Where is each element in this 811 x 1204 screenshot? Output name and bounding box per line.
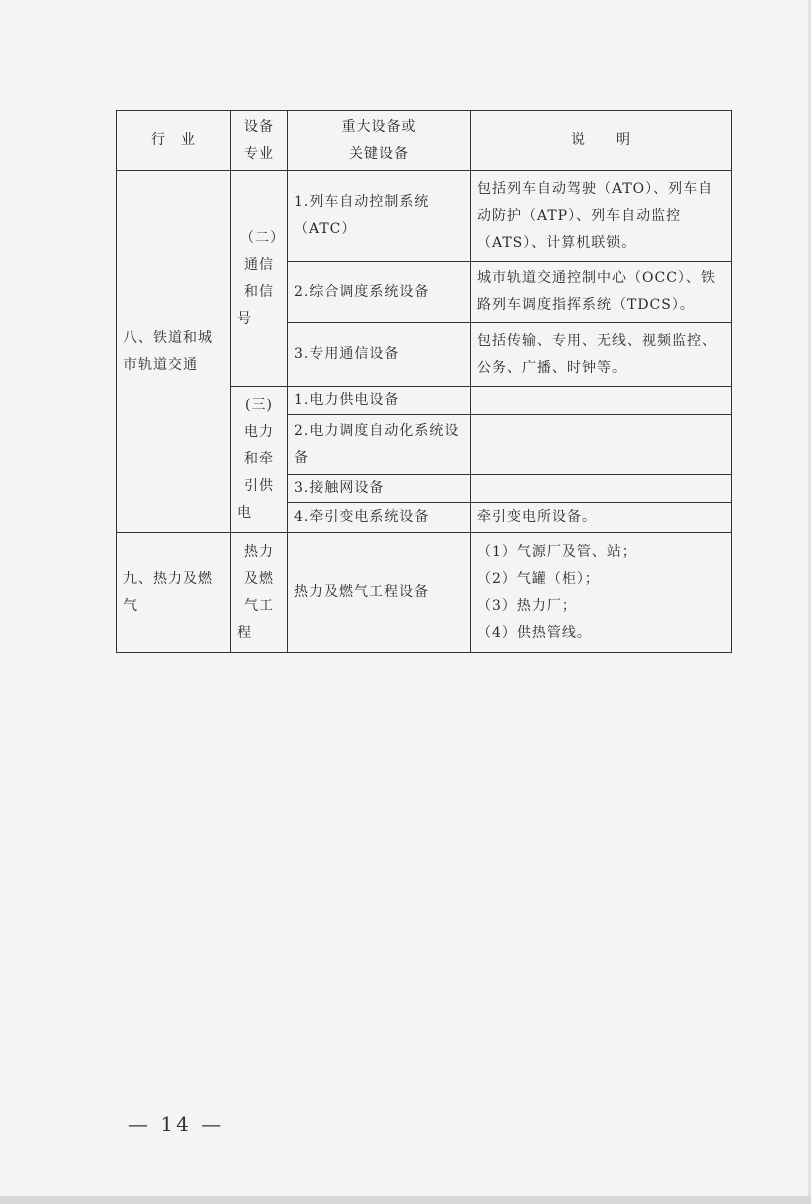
header-equipment-line2: 关键设备 [349, 145, 409, 162]
header-equipment [288, 111, 471, 171]
equipment-cell: 1.列车自动控制系统（ATC） [288, 171, 471, 262]
equipment-cell: 4.牵引变电系统设备 [288, 503, 471, 533]
note-cell: 城市轨道交通控制中心（OCC）、铁路列车调度指挥系统（TDCS）。 [471, 262, 732, 323]
note-cell [471, 387, 732, 415]
equipment-table [116, 110, 732, 653]
specialty-cell: 热力及燃气工程 [231, 533, 288, 653]
header-specialty [231, 111, 288, 171]
industry-cell: 八、铁道和城市轨道交通 [117, 171, 231, 533]
table-row [117, 533, 732, 653]
table-row [117, 171, 732, 262]
note-cell [471, 415, 732, 475]
equipment-cell: 2.电力调度自动化系统设备 [288, 415, 471, 475]
header-equipment-line1: 重大设备或 [341, 118, 417, 135]
note-cell [471, 533, 732, 653]
note-cell: 包括传输、专用、无线、视频监控、公务、广播、时钟等。 [471, 323, 732, 387]
header-note: 说 明 [471, 111, 732, 171]
note-cell [471, 475, 732, 503]
equipment-cell: 热力及燃气工程设备 [288, 533, 471, 653]
equipment-cell: 1.电力供电设备 [288, 387, 471, 415]
note-list-item: （4）供热管线。 [477, 624, 592, 641]
page-edge [0, 1196, 811, 1204]
industry-cell: 九、热力及燃气 [117, 533, 231, 653]
header-specialty-line1: 设备 [244, 118, 274, 135]
note-list-item: （2）气罐（柜）； [477, 570, 600, 587]
note-cell: 包括列车自动驾驶（ATO）、列车自动防护（ATP）、列车自动监控（ATS）、计算机联锁。 [471, 171, 732, 262]
specialty-cell: (三) 电力和牵引供电 [231, 387, 288, 533]
note-list-item: （3）热力厂； [477, 597, 577, 614]
header-industry: 行 业 [117, 111, 231, 171]
specialty-cell: （二）通信和信号 [231, 171, 288, 387]
note-cell: 牵引变电所设备。 [471, 503, 732, 533]
equipment-cell: 3.接触网设备 [288, 475, 471, 503]
equipment-cell: 2.综合调度系统设备 [288, 262, 471, 323]
header-specialty-line2: 专业 [244, 145, 274, 162]
note-list-item: （1）气源厂及管、站； [477, 543, 637, 560]
table-header-row [117, 111, 732, 171]
page-number: — 14 — [128, 1112, 225, 1136]
equipment-cell: 3.专用通信设备 [288, 323, 471, 387]
